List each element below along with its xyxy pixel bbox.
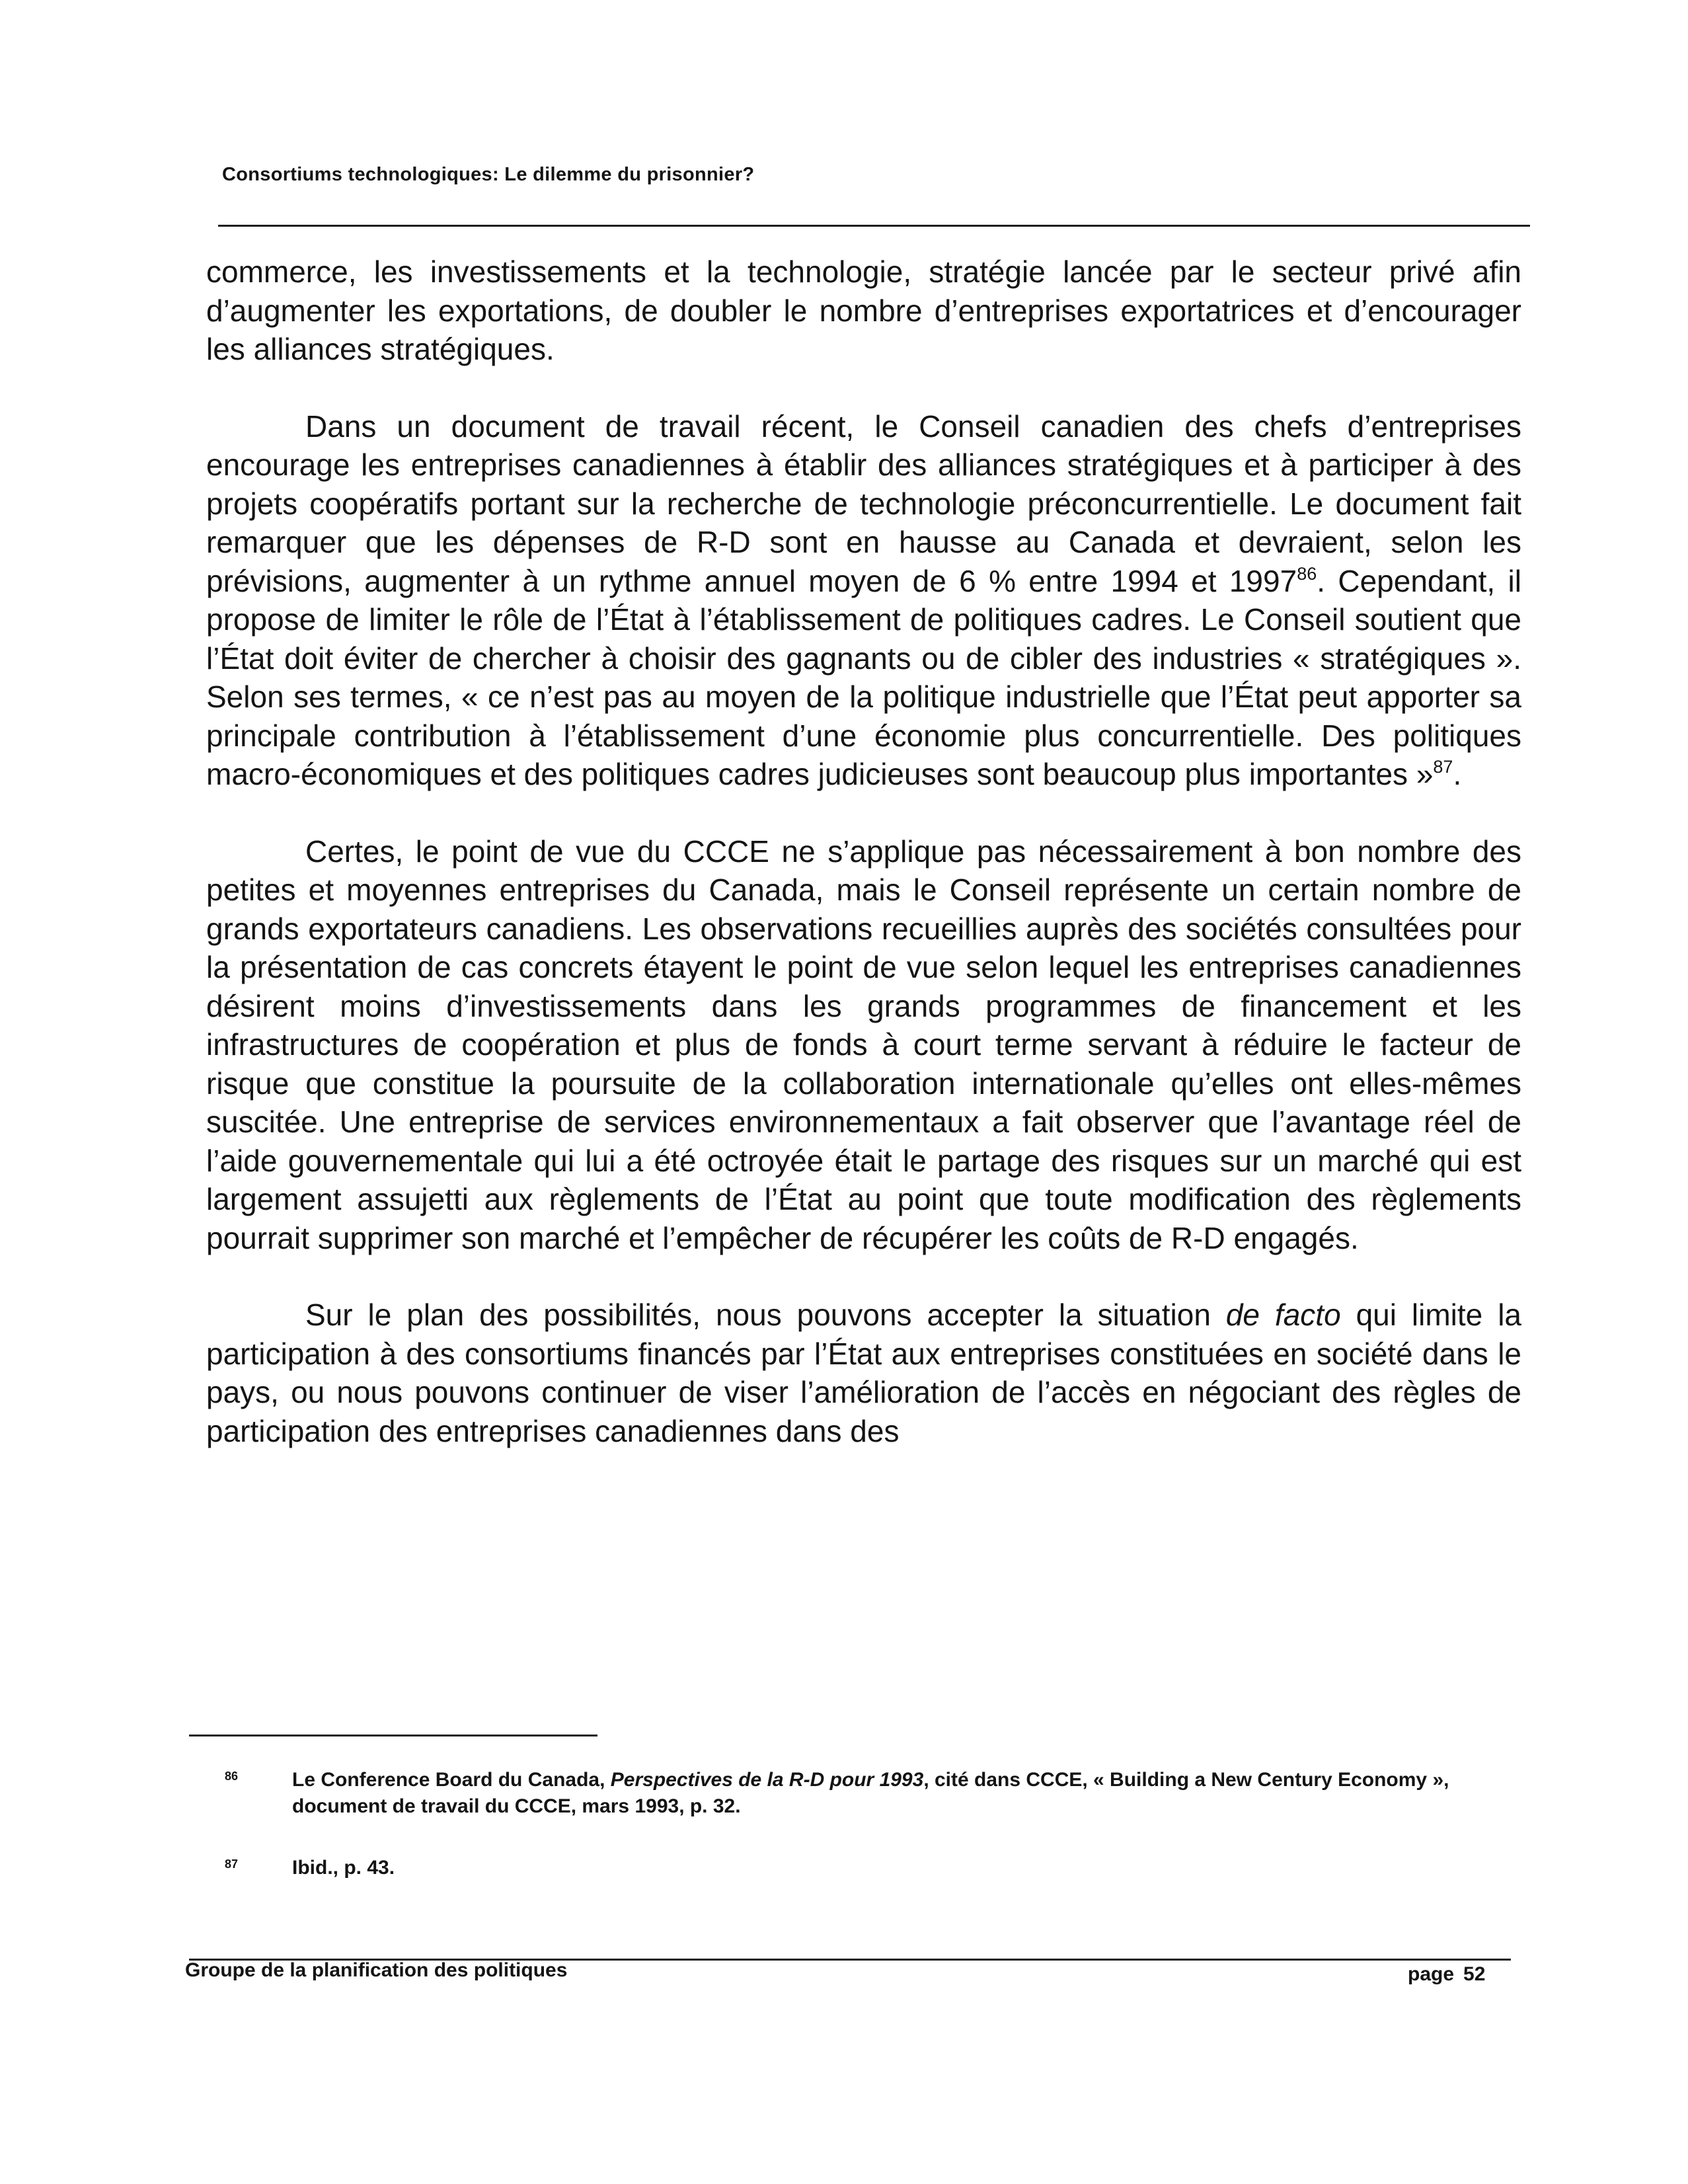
paragraph-3 — [206, 832, 1521, 1258]
footnote-text-a: Le Conference Board du Canada, — [292, 1769, 611, 1791]
paragraph-1-text: commerce, les investissements et la technologie, stratégie lancée par le secteur privé afin d’augmenter les exportations, de doubler le nombre d’entreprises exportatrices et d’encourager les alliances stratégiques. — [206, 254, 1521, 366]
paragraph-4 — [206, 1296, 1521, 1450]
paragraph-2-text-a: Dans un document de travail récent, le Conseil canadien des chefs d’entreprises encourage les entreprises canadiennes à établir des alliances stratégiques et à participer à des projets coopératifs portant sur la recherche de technologie préconcurrentielle. Le document fait remarquer que les dépenses de R-D sont en hausse au Canada et devraient, selon les prévisions, augmenter à un rythme annuel moyen de 6 % entre 1994 et 1997 — [206, 409, 1521, 598]
running-header: Consortiums technologiques: Le dilemme du prisonnier? — [222, 164, 755, 185]
footnote-title-italic: Perspectives de la R-D pour 1993 — [610, 1769, 924, 1791]
footnote-text: Ibid., p. 43. — [292, 1857, 395, 1879]
footnote-ref-86[interactable]: 86 — [1297, 563, 1317, 584]
paragraph-2-text-c: . — [1453, 757, 1462, 791]
paragraph-1 — [206, 253, 1521, 369]
footnote-ref-87[interactable]: 87 — [1433, 757, 1453, 777]
footnote-text — [292, 1767, 1520, 1820]
footer-organization: Groupe de la planification des politiques — [185, 1959, 568, 1981]
page-label: page — [1408, 1963, 1455, 1985]
paragraph-2 — [206, 407, 1521, 794]
footnote-number: 86 — [225, 1770, 239, 1783]
footnote-86 — [225, 1767, 1520, 1820]
footnote-rule — [189, 1735, 597, 1736]
footnote-number: 87 — [225, 1857, 239, 1871]
paragraph-4-italic: de facto — [1225, 1298, 1341, 1332]
footnote-text-b: , cité dans CCCE, « Building a New Century Economy », document de travail du CCCE, mars 1993, p. 32. — [292, 1769, 1449, 1817]
page-number: 52 — [1463, 1963, 1486, 1985]
paragraph-4-text-b: qui limite la participation à des consortiums financés par l’État aux entreprises constituées en société dans le pays, ou nous pouvons continuer de viser l’amélioration de l’accès en négociant des règles de participation des entreprises canadiennes dans des — [206, 1298, 1521, 1448]
footnote-87 — [225, 1855, 1520, 1881]
footer-page — [1408, 1963, 1485, 1986]
header-rule — [218, 225, 1530, 227]
paragraph-4-text-a: Sur le plan des possibilités, nous pouvons accepter la situation — [305, 1298, 1226, 1332]
paragraph-2-text-b: . Cependant, il propose de limiter le rôle de l’État à l’établissement de politiques cadres. Le Conseil soutient que l’État doit éviter de chercher à choisir des gagnants ou de cibler des industries « stratégiques ». Selon ses termes, « ce n’est pas au moyen de la politique industrielle que l’État peut apporter sa principale contribution à l’établissement d’une économie plus concurrentielle. Des politiques macro-économiques et des politiques cadres judicieuses sont beaucoup plus importantes » — [206, 563, 1521, 791]
paragraph-3-text: Certes, le point de vue du CCCE ne s’applique pas nécessairement à bon nombre des petites et moyennes entreprises du Canada, mais le Conseil représente un certain nombre de grands exportateurs canadiens. Les observations recueillies auprès des sociétés consultées pour la présentation de cas concrets étayent le point de vue selon lequel les entreprises canadiennes désirent moins d’investissements dans les grands programmes de financement et les infrastructures de coopération et plus de fonds à court terme servant à réduire le facteur de risque que constitue la poursuite de la collaboration internationale qu’elles ont elles-mêmes suscitée. Une entreprise de services environnementaux a fait observer que l’avantage réel de l’aide gouvernementale qui lui a été octroyée était le partage des risques sur un marché qui est largement assujetti aux règlements de l’État au point que toute modification des règlements pourrait supprimer son marché et l’empêcher de récupérer les coûts de R-D engagés. — [206, 834, 1521, 1255]
body-text — [206, 253, 1521, 1450]
